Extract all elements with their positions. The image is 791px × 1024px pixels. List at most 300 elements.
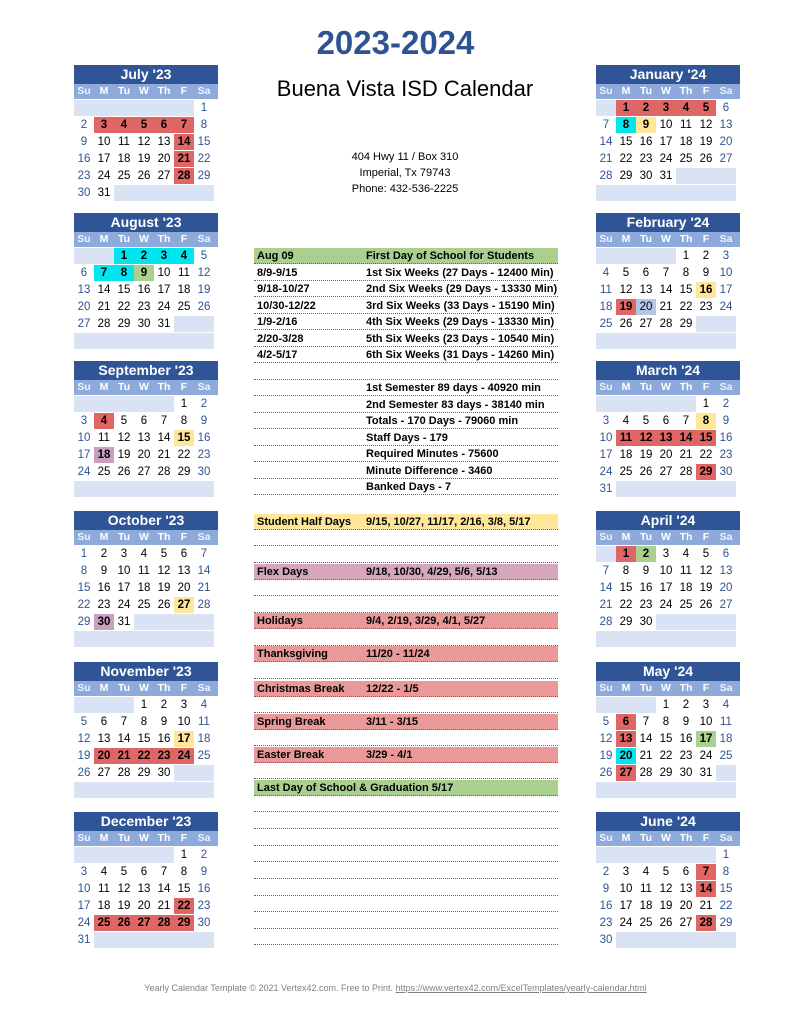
empty-day-cell <box>174 631 194 647</box>
empty-day-cell <box>134 396 154 412</box>
empty-day-cell <box>676 932 696 948</box>
empty-day-cell <box>636 697 656 713</box>
day-cell: 19 <box>699 136 713 148</box>
month-title: June '24 <box>596 812 740 831</box>
day-cell: 11 <box>198 716 210 728</box>
legend-line <box>254 463 558 479</box>
day-cell: 7 <box>602 119 610 131</box>
empty-day-cell <box>636 185 656 201</box>
day-cell: 14 <box>599 582 613 594</box>
day-cell: 23 <box>699 301 713 313</box>
weekday-label: W <box>139 381 149 393</box>
legend-label: Flex Days <box>257 566 309 578</box>
weekday-label: M <box>99 381 109 393</box>
day-cell: 27 <box>77 318 91 330</box>
day-cell: 3 <box>722 250 730 262</box>
day-grid <box>74 99 218 201</box>
weekday-label: F <box>702 381 710 393</box>
day-grid <box>74 395 218 497</box>
legend-label: Thanksgiving <box>257 648 328 660</box>
empty-day-cell <box>94 100 114 116</box>
day-cell: 15 <box>117 284 131 296</box>
day-cell: 25 <box>679 153 693 165</box>
empty-day-cell <box>676 185 696 201</box>
day-cell: 26 <box>117 466 131 478</box>
empty-day-cell <box>656 614 676 630</box>
day-cell: 21 <box>114 748 134 764</box>
weekday-label: Sa <box>197 832 211 844</box>
legend-line <box>254 514 558 530</box>
legend-value: Required Minutes - 75600 <box>366 448 499 460</box>
day-cell: 6 <box>616 714 636 730</box>
day-grid <box>596 247 740 349</box>
legend-value: 3/29 - 4/1 <box>366 749 413 761</box>
day-cell: 30 <box>94 614 114 630</box>
day-cell: 25 <box>137 599 151 611</box>
day-cell: 12 <box>197 267 211 279</box>
day-cell: 10 <box>157 267 171 279</box>
day-cell: 3 <box>80 866 88 878</box>
day-cell: 29 <box>177 466 191 478</box>
day-cell: 26 <box>197 301 211 313</box>
weekday-label: F <box>702 682 710 694</box>
empty-day-cell <box>596 333 616 349</box>
day-cell: 10 <box>77 432 91 444</box>
day-cell: 27 <box>137 466 151 478</box>
legend-value: 6th Six Weeks (31 Days - 14260 Min) <box>366 349 555 361</box>
empty-day-cell <box>94 333 114 349</box>
day-cell: 21 <box>97 301 111 313</box>
day-cell: 21 <box>639 750 653 762</box>
legend-label: 9/18-10/27 <box>257 283 310 295</box>
day-cell: 31 <box>699 767 713 779</box>
day-cell: 13 <box>177 565 191 577</box>
weekday-label: W <box>139 682 149 694</box>
empty-day-cell <box>616 185 636 201</box>
day-grid <box>74 247 218 349</box>
day-cell: 25 <box>117 170 131 182</box>
day-cell: 12 <box>77 733 91 745</box>
empty-day-cell <box>696 932 716 948</box>
weekday-label: W <box>139 832 149 844</box>
empty-day-cell <box>74 100 94 116</box>
empty-day-cell <box>596 396 616 412</box>
empty-day-cell <box>716 316 736 332</box>
day-cell: 9 <box>80 136 88 148</box>
day-cell: 22 <box>699 449 713 461</box>
day-cell: 5 <box>622 267 630 279</box>
legend-line <box>254 896 558 912</box>
day-cell: 3 <box>180 699 188 711</box>
weekday-label: F <box>180 233 188 245</box>
day-cell: 3 <box>702 699 710 711</box>
day-cell: 6 <box>140 866 148 878</box>
day-cell: 11 <box>640 883 652 895</box>
empty-day-cell <box>194 481 214 497</box>
day-cell: 23 <box>137 301 151 313</box>
day-cell: 5 <box>602 716 610 728</box>
day-cell: 8 <box>682 267 690 279</box>
day-cell: 12 <box>699 119 713 131</box>
day-cell: 26 <box>639 466 653 478</box>
day-cell: 18 <box>197 733 211 745</box>
day-cell: 22 <box>117 301 131 313</box>
day-cell: 1 <box>200 102 208 114</box>
weekday-label: Su <box>77 381 91 393</box>
day-cell: 16 <box>197 883 211 895</box>
empty-day-cell <box>656 248 676 264</box>
day-cell: 28 <box>659 318 673 330</box>
empty-day-cell <box>154 396 174 412</box>
day-cell: 17 <box>174 731 194 747</box>
day-cell: 27 <box>679 917 693 929</box>
day-cell: 1 <box>682 250 690 262</box>
empty-day-cell <box>194 765 214 781</box>
day-cell: 21 <box>659 301 673 313</box>
day-cell: 8 <box>696 413 716 429</box>
day-cell: 16 <box>639 582 653 594</box>
day-cell: 12 <box>137 136 151 148</box>
empty-day-cell <box>636 481 656 497</box>
day-cell: 4 <box>100 866 108 878</box>
empty-day-cell <box>596 782 616 798</box>
day-cell: 18 <box>599 301 613 313</box>
day-cell: 13 <box>97 733 111 745</box>
empty-day-cell <box>676 614 696 630</box>
legend-value: 1st Six Weeks (27 Days - 12400 Min) <box>366 266 554 279</box>
day-cell: 20 <box>719 136 733 148</box>
empty-day-cell <box>616 847 636 863</box>
weekday-label: Tu <box>639 832 653 844</box>
day-cell: 15 <box>137 733 151 745</box>
day-cell: 13 <box>679 883 693 895</box>
day-cell: 3 <box>120 548 128 560</box>
day-cell: 19 <box>659 900 673 912</box>
month-calendar <box>596 511 740 647</box>
day-grid <box>596 696 740 798</box>
legend-value: First Day of School for Students <box>366 250 535 262</box>
empty-day-cell <box>696 333 716 349</box>
weekday-label: Th <box>157 381 171 393</box>
day-cell: 2 <box>636 100 656 116</box>
day-cell: 6 <box>642 267 650 279</box>
weekday-label: Th <box>157 531 171 543</box>
weekday-label: F <box>702 531 710 543</box>
month-calendar <box>596 65 740 201</box>
empty-day-cell <box>134 932 154 948</box>
day-cell: 28 <box>639 767 653 779</box>
day-cell: 14 <box>97 284 111 296</box>
legend-label: Spring Break <box>257 716 326 728</box>
day-cell: 24 <box>699 750 713 762</box>
school-address-line2: Imperial, Tx 79743 <box>359 167 451 179</box>
day-cell: 2 <box>200 849 208 861</box>
empty-day-cell <box>174 316 194 332</box>
day-cell: 14 <box>117 733 131 745</box>
empty-day-cell <box>94 932 114 948</box>
weekday-label: Th <box>679 85 693 97</box>
month-title: April '24 <box>596 511 740 530</box>
day-cell: 9 <box>100 565 108 577</box>
day-cell: 6 <box>100 716 108 728</box>
day-cell: 24 <box>659 599 673 611</box>
legend-line <box>254 564 558 580</box>
day-cell: 30 <box>197 466 211 478</box>
day-cell: 10 <box>659 119 673 131</box>
legend-label: Holidays <box>257 615 303 627</box>
weekday-label: M <box>621 832 631 844</box>
empty-day-cell <box>114 481 134 497</box>
day-cell: 3 <box>94 117 114 133</box>
empty-day-cell <box>154 481 174 497</box>
empty-day-cell <box>174 333 194 349</box>
empty-day-cell <box>656 847 676 863</box>
school-name: Buena Vista ISD Calendar <box>276 76 534 101</box>
weekday-label: Su <box>77 85 91 97</box>
day-cell: 20 <box>679 900 693 912</box>
day-cell: 18 <box>619 449 633 461</box>
day-cell: 18 <box>117 153 131 165</box>
day-cell: 7 <box>696 864 716 880</box>
empty-day-cell <box>716 765 736 781</box>
day-cell: 27 <box>97 767 111 779</box>
weekday-label: F <box>702 233 710 245</box>
day-cell: 3 <box>154 248 174 264</box>
day-cell: 7 <box>160 866 168 878</box>
day-cell: 9 <box>200 415 208 427</box>
day-cell: 22 <box>134 748 154 764</box>
day-cell: 19 <box>599 750 613 762</box>
day-cell: 19 <box>77 750 91 762</box>
day-cell: 28 <box>174 168 194 184</box>
day-cell: 26 <box>137 170 151 182</box>
day-cell: 12 <box>599 733 613 745</box>
day-cell: 1 <box>722 849 730 861</box>
weekday-label: Su <box>77 682 91 694</box>
legend-line <box>254 397 558 413</box>
weekday-label: Sa <box>719 85 733 97</box>
month-calendar <box>596 213 740 349</box>
empty-day-cell <box>134 481 154 497</box>
day-cell: 4 <box>602 267 610 279</box>
weekday-label: W <box>139 233 149 245</box>
day-cell: 24 <box>659 153 673 165</box>
day-cell: 20 <box>719 582 733 594</box>
empty-day-cell <box>596 631 616 647</box>
weekday-label: M <box>99 85 109 97</box>
empty-day-cell <box>636 782 656 798</box>
weekday-label: M <box>621 682 631 694</box>
month-title: August '23 <box>74 213 218 232</box>
legend-value: 9/18, 10/30, 4/29, 5/6, 5/13 <box>366 566 498 578</box>
empty-day-cell <box>696 614 716 630</box>
empty-day-cell <box>676 396 696 412</box>
empty-day-cell <box>114 396 134 412</box>
empty-day-cell <box>174 782 194 798</box>
day-cell: 5 <box>160 548 168 560</box>
day-cell: 1 <box>140 699 148 711</box>
day-cell: 3 <box>622 866 630 878</box>
legend-value: 2nd Six Weeks (29 Days - 13330 Min) <box>366 283 558 295</box>
empty-day-cell <box>94 697 114 713</box>
weekday-label: Tu <box>639 531 653 543</box>
empty-day-cell <box>134 614 154 630</box>
day-cell: 17 <box>696 731 716 747</box>
empty-day-cell <box>596 185 616 201</box>
day-grid <box>596 545 740 647</box>
day-cell: 23 <box>719 449 733 461</box>
day-cell: 18 <box>719 733 733 745</box>
day-cell: 18 <box>639 900 653 912</box>
legend-line <box>254 913 558 929</box>
day-cell: 29 <box>117 318 131 330</box>
day-cell: 31 <box>117 616 131 628</box>
weekday-label: Su <box>599 682 613 694</box>
month-title: February '24 <box>596 213 740 232</box>
empty-day-cell <box>114 847 134 863</box>
day-cell: 22 <box>679 301 693 313</box>
day-cell: 31 <box>659 170 673 182</box>
legend-value: 12/22 - 1/5 <box>366 683 419 695</box>
day-cell: 21 <box>157 900 171 912</box>
day-cell: 17 <box>659 136 673 148</box>
day-cell: 16 <box>719 432 733 444</box>
day-cell: 2 <box>80 119 88 131</box>
legend-label: Christmas Break <box>257 683 345 695</box>
day-cell: 17 <box>157 284 171 296</box>
day-cell: 12 <box>636 430 656 446</box>
day-cell: 4 <box>94 413 114 429</box>
legend-label: 4/2-5/17 <box>257 349 298 361</box>
day-cell: 6 <box>662 415 670 427</box>
legend-line <box>254 863 558 879</box>
weekday-label: Su <box>77 531 91 543</box>
day-cell: 28 <box>197 599 211 611</box>
day-cell: 11 <box>118 136 130 148</box>
day-cell: 12 <box>659 883 673 895</box>
weekday-header <box>74 232 218 247</box>
empty-day-cell <box>94 481 114 497</box>
day-cell: 26 <box>619 318 633 330</box>
day-cell: 17 <box>77 900 91 912</box>
empty-day-cell <box>676 481 696 497</box>
weekday-label: Th <box>679 682 693 694</box>
empty-day-cell <box>174 185 194 201</box>
empty-day-cell <box>194 333 214 349</box>
day-cell: 24 <box>97 170 111 182</box>
day-cell: 20 <box>77 301 91 313</box>
day-cell: 13 <box>77 284 91 296</box>
month-calendar <box>596 812 740 948</box>
empty-day-cell <box>174 765 194 781</box>
day-cell: 4 <box>642 866 650 878</box>
day-cell: 6 <box>154 117 174 133</box>
weekday-header <box>596 380 740 395</box>
empty-day-cell <box>194 631 214 647</box>
empty-day-cell <box>94 248 114 264</box>
day-cell: 9 <box>682 716 690 728</box>
day-cell: 3 <box>602 415 610 427</box>
day-cell: 24 <box>719 301 733 313</box>
day-cell: 2 <box>200 398 208 410</box>
weekday-label: Sa <box>719 233 733 245</box>
day-cell: 25 <box>197 750 211 762</box>
legend-line <box>254 331 558 347</box>
legend-line <box>254 763 558 779</box>
footer-link[interactable]: https://www.vertex42.com/ExcelTemplates/yearly-calendar.html <box>395 983 647 993</box>
empty-day-cell <box>74 248 94 264</box>
day-cell: 13 <box>656 430 676 446</box>
weekday-label: W <box>661 531 671 543</box>
day-cell: 12 <box>117 432 131 444</box>
empty-day-cell <box>114 185 134 201</box>
legend-value: 5th Six Weeks (23 Days - 10540 Min) <box>366 332 555 345</box>
day-cell: 15 <box>619 136 633 148</box>
day-cell: 16 <box>679 733 693 745</box>
month-calendar <box>74 361 218 497</box>
empty-day-cell <box>696 782 716 798</box>
month-calendar <box>74 213 218 349</box>
day-cell: 9 <box>200 866 208 878</box>
weekday-label: Tu <box>639 233 653 245</box>
day-cell: 17 <box>619 900 633 912</box>
day-cell: 5 <box>642 415 650 427</box>
empty-day-cell <box>616 333 636 349</box>
day-cell: 27 <box>639 318 653 330</box>
legend-line <box>254 364 558 380</box>
weekday-header <box>74 530 218 545</box>
legend-line <box>254 580 558 596</box>
day-cell: 2 <box>722 398 730 410</box>
day-cell: 10 <box>699 716 713 728</box>
day-cell: 10 <box>619 883 633 895</box>
day-cell: 23 <box>639 599 653 611</box>
day-cell: 20 <box>137 449 151 461</box>
day-cell: 11 <box>98 432 110 444</box>
empty-day-cell <box>716 481 736 497</box>
day-cell: 1 <box>180 849 188 861</box>
weekday-header <box>596 530 740 545</box>
empty-day-cell <box>636 847 656 863</box>
weekday-header <box>596 84 740 99</box>
empty-day-cell <box>94 396 114 412</box>
empty-day-cell <box>656 481 676 497</box>
day-cell: 7 <box>200 548 208 560</box>
day-cell: 13 <box>719 119 733 131</box>
legend-value: 4th Six Weeks (29 Days - 13330 Min) <box>366 316 555 328</box>
weekday-label: Tu <box>639 85 653 97</box>
day-grid <box>74 545 218 647</box>
day-cell: 20 <box>616 748 636 764</box>
day-cell: 26 <box>699 599 713 611</box>
day-cell: 27 <box>134 915 154 931</box>
weekday-label: Sa <box>197 381 211 393</box>
day-cell: 16 <box>696 282 716 298</box>
empty-day-cell <box>716 333 736 349</box>
empty-day-cell <box>676 631 696 647</box>
weekday-label: W <box>661 682 671 694</box>
empty-day-cell <box>716 614 736 630</box>
day-cell: 25 <box>619 466 633 478</box>
day-cell: 14 <box>157 432 171 444</box>
day-grid <box>74 846 218 948</box>
legend-line <box>254 929 558 945</box>
day-cell: 31 <box>599 483 613 495</box>
day-cell: 18 <box>177 284 191 296</box>
weekday-label: Th <box>157 832 171 844</box>
empty-day-cell <box>114 782 134 798</box>
day-cell: 9 <box>134 265 154 281</box>
